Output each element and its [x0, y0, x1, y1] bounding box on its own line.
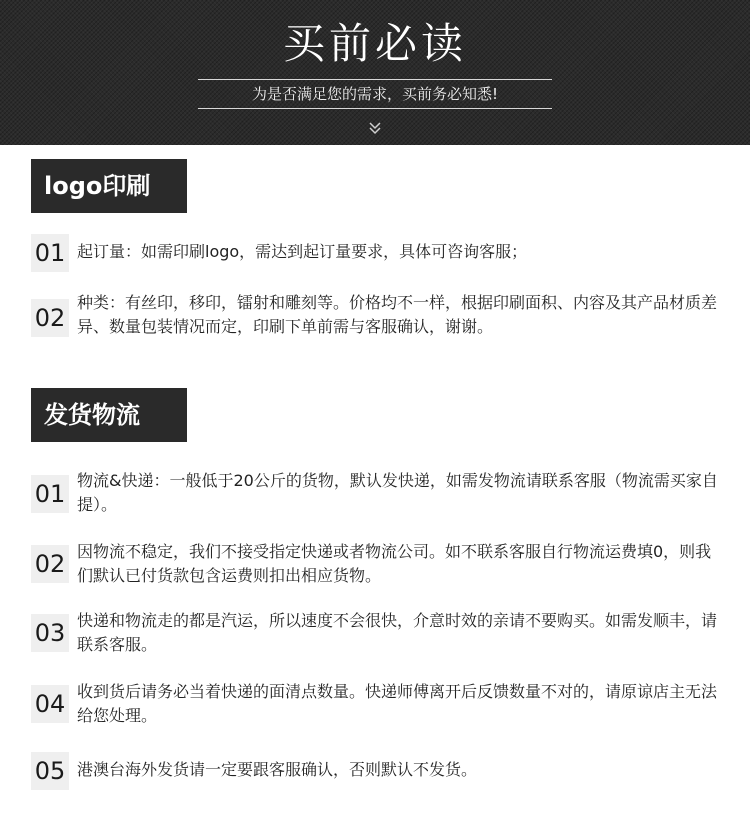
double-chevron-down-icon: [367, 120, 383, 136]
item-text: 物流&快递：一般低于20公斤的货物，默认发快递，如需发物流请联系客服（物流需买家自提）。: [77, 471, 718, 514]
item-number: 05: [31, 752, 69, 790]
page-subtitle: 为是否满足您的需求，买前务必知悉!: [251, 85, 498, 103]
item-number: 01: [31, 475, 69, 513]
item-number: 02: [31, 545, 69, 583]
header-banner: [0, 0, 750, 145]
item-number: 04: [31, 685, 69, 723]
item-number: 01: [31, 234, 69, 272]
item-text: 收到货后请务必当着快递的面清点数量。快递师傅离开后反馈数量不对的，请原谅店主无法给您处理。: [77, 682, 718, 725]
item-text: 起订量：如需印刷logo，需达到起订量要求，具体可咨询客服；: [77, 242, 528, 261]
item-text: 快递和物流走的都是汽运，所以速度不会很快，介意时效的亲请不要购买。如需发顺丰，请联系客服。: [77, 611, 718, 654]
item-number: 03: [31, 614, 69, 652]
header-divider-top: [198, 79, 552, 80]
section-title-shipping: 发货物流: [31, 388, 187, 442]
item-number: 02: [31, 299, 69, 337]
section-title-logo-printing: logo印刷: [31, 159, 187, 213]
page-title: 买前必读: [282, 19, 467, 68]
item-text: 种类：有丝印，移印，镭射和雕刻等。价格均不一样，根据印刷面积、内容及其产品材质差异、数量包装情况而定，印刷下单前需与客服确认，谢谢。: [77, 293, 718, 336]
header-divider-bottom: [198, 108, 552, 109]
item-text: 港澳台海外发货请一定要跟客服确认，否则默认不发货。: [77, 760, 478, 779]
item-text: 因物流不稳定，我们不接受指定快递或者物流公司。如不联系客服自行物流运费填0，则我们默认已付货款包含运费则扣出相应货物。: [77, 542, 712, 585]
